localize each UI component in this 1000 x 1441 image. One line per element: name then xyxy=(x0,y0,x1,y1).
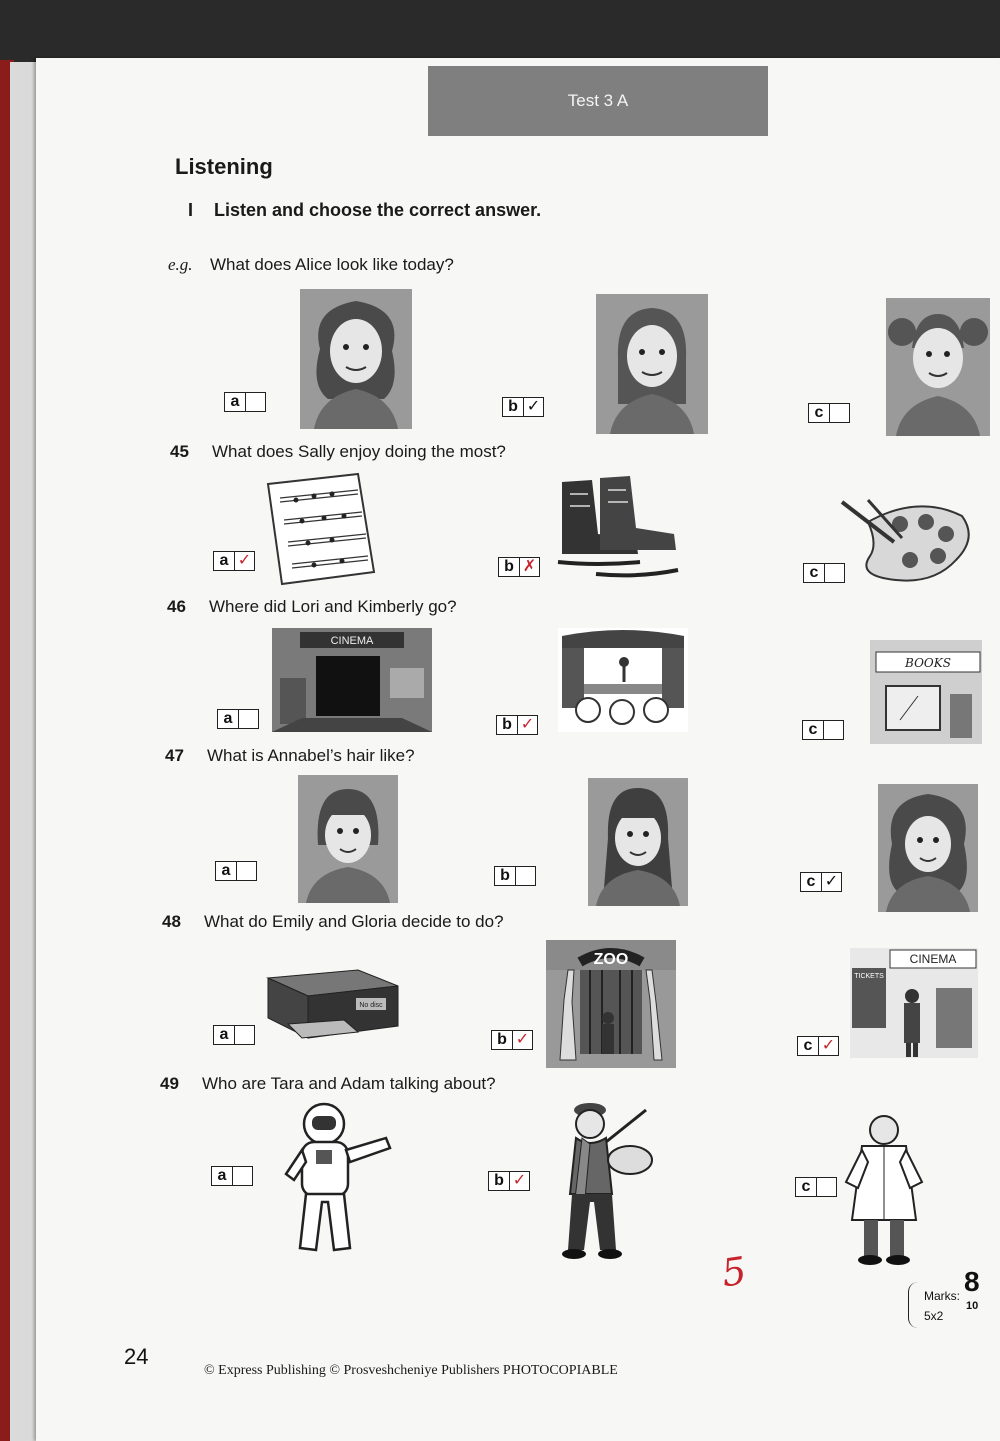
girl-long-straight-image[interactable] xyxy=(588,778,688,906)
option-letter: a xyxy=(218,710,239,728)
answer-box-46-a[interactable] xyxy=(217,709,259,729)
marks-formula: 5x2 xyxy=(924,1309,944,1323)
answer-box-45-b[interactable] xyxy=(498,557,540,577)
cinema-sign: CINEMA xyxy=(330,635,374,647)
handwritten-score: 5 xyxy=(719,1248,750,1296)
girl-straight-hair-image[interactable] xyxy=(596,294,708,434)
question-text: Who are Tara and Adam talking about? xyxy=(202,1074,496,1093)
marks-label: Marks: xyxy=(924,1289,960,1303)
question-46 xyxy=(167,597,457,617)
answer-mark xyxy=(246,393,265,411)
question-number: 47 xyxy=(165,746,184,765)
option-letter: b xyxy=(489,1172,510,1190)
answer-mark: ✓ xyxy=(520,716,535,733)
answer-box-48-b[interactable] xyxy=(491,1030,533,1050)
question-47 xyxy=(165,746,415,766)
theatre-image[interactable] xyxy=(558,628,688,732)
sheet-music-image[interactable] xyxy=(262,472,378,588)
answer-box-49-a[interactable] xyxy=(211,1166,253,1186)
cinema-sign: CINEMA xyxy=(909,952,957,966)
copyright-footer: © Express Publishing © Prosveshcheniye Publishers PHOTOCOPIABLE xyxy=(204,1363,618,1378)
option-letter: c xyxy=(801,873,822,891)
zoo-sign: ZOO xyxy=(593,951,629,968)
question-49 xyxy=(160,1074,496,1094)
question-number: 49 xyxy=(160,1074,179,1093)
option-letter: a xyxy=(216,862,237,880)
girl-wavy-hair-image[interactable] xyxy=(878,784,978,912)
answer-box-46-b[interactable] xyxy=(496,715,538,735)
question-number: 46 xyxy=(167,597,186,616)
marks-total: 10 xyxy=(966,1300,979,1312)
question-text: Where did Lori and Kimberly go? xyxy=(209,597,457,616)
answer-box-eg-a[interactable] xyxy=(224,392,266,412)
answer-mark xyxy=(830,404,849,422)
answer-box-47-c[interactable] xyxy=(800,872,842,892)
question-number: e.g. xyxy=(168,255,193,274)
girl-curly-hair-image[interactable] xyxy=(300,289,412,429)
option-letter: a xyxy=(214,552,235,570)
answer-box-47-a[interactable] xyxy=(215,861,257,881)
dvd-display: No disc xyxy=(359,1002,383,1009)
answer-mark: ✗ xyxy=(522,558,537,575)
answer-mark: ✓ xyxy=(821,1037,836,1054)
option-letter: a xyxy=(214,1026,235,1044)
answer-mark: ✓ xyxy=(515,1031,530,1048)
painter-image[interactable] xyxy=(546,1098,670,1262)
question-45 xyxy=(170,442,506,462)
bookshop-sign: BOOKS xyxy=(905,656,951,670)
paint-palette-image[interactable] xyxy=(838,498,976,588)
instruction-number: I xyxy=(188,200,194,220)
marks-bracket xyxy=(908,1282,923,1328)
page-number: 24 xyxy=(124,1344,149,1369)
bookshop-image[interactable] xyxy=(870,640,982,744)
instruction xyxy=(188,200,541,221)
question-48 xyxy=(162,912,504,932)
answer-box-45-a[interactable] xyxy=(213,551,255,571)
test-label: Test 3 A xyxy=(428,66,768,136)
option-letter: a xyxy=(225,393,246,411)
option-letter: c xyxy=(804,564,825,582)
astronaut-image[interactable] xyxy=(272,1098,396,1258)
tickets-sign: TICKETS xyxy=(854,973,884,980)
instruction-text: Listen and choose the correct answer. xyxy=(214,200,542,220)
section-title: Listening xyxy=(175,154,273,179)
option-letter: a xyxy=(212,1167,233,1185)
answer-mark: ✓ xyxy=(237,552,252,569)
answer-mark: ✓ xyxy=(824,873,839,890)
option-letter: c xyxy=(803,721,824,739)
answer-box-eg-c[interactable] xyxy=(808,403,850,423)
option-letter: c xyxy=(798,1037,819,1055)
answer-mark xyxy=(235,1026,254,1044)
option-letter: c xyxy=(796,1178,817,1196)
question-text: What is Annabel’s hair like? xyxy=(207,746,415,765)
answer-box-48-a[interactable] xyxy=(213,1025,255,1045)
answer-mark xyxy=(237,862,256,880)
answer-mark: ✓ xyxy=(526,398,541,415)
answer-mark: ✓ xyxy=(512,1172,527,1189)
doctor-image[interactable] xyxy=(842,1110,926,1268)
girl-short-bob-image[interactable] xyxy=(298,775,398,903)
cinema-tickets-image[interactable] xyxy=(850,948,978,1058)
option-letter: c xyxy=(809,404,830,422)
option-letter: b xyxy=(497,716,518,734)
answer-mark xyxy=(817,1178,836,1196)
answer-box-46-c[interactable] xyxy=(802,720,844,740)
option-letter: b xyxy=(492,1031,513,1049)
answer-mark xyxy=(233,1167,252,1185)
girl-pigtails-image[interactable] xyxy=(886,298,990,436)
cinema-image[interactable] xyxy=(272,628,432,732)
answer-box-48-c[interactable] xyxy=(797,1036,839,1056)
option-letter: b xyxy=(499,558,520,576)
answer-box-eg-b[interactable] xyxy=(502,397,544,417)
question-number: 48 xyxy=(162,912,181,931)
answer-box-47-b[interactable] xyxy=(494,866,536,886)
question-text: What does Alice look like today? xyxy=(210,255,454,274)
marks-edge-score: 8 xyxy=(964,1266,980,1297)
answer-mark xyxy=(824,721,843,739)
ice-skates-image[interactable] xyxy=(548,474,684,580)
answer-mark xyxy=(239,710,258,728)
option-letter: b xyxy=(503,398,524,416)
answer-box-49-b[interactable] xyxy=(488,1171,530,1191)
question-number: 45 xyxy=(170,442,189,461)
question-text: What does Sally enjoy doing the most? xyxy=(212,442,506,461)
option-letter: b xyxy=(495,867,516,885)
answer-mark xyxy=(516,867,535,885)
question-eg xyxy=(168,255,454,275)
zoo-image[interactable] xyxy=(546,940,676,1068)
question-text: What do Emily and Gloria decide to do? xyxy=(204,912,504,931)
marks-box xyxy=(924,1286,960,1326)
dvd-player-image[interactable] xyxy=(258,968,404,1050)
answer-box-49-c[interactable] xyxy=(795,1177,837,1197)
